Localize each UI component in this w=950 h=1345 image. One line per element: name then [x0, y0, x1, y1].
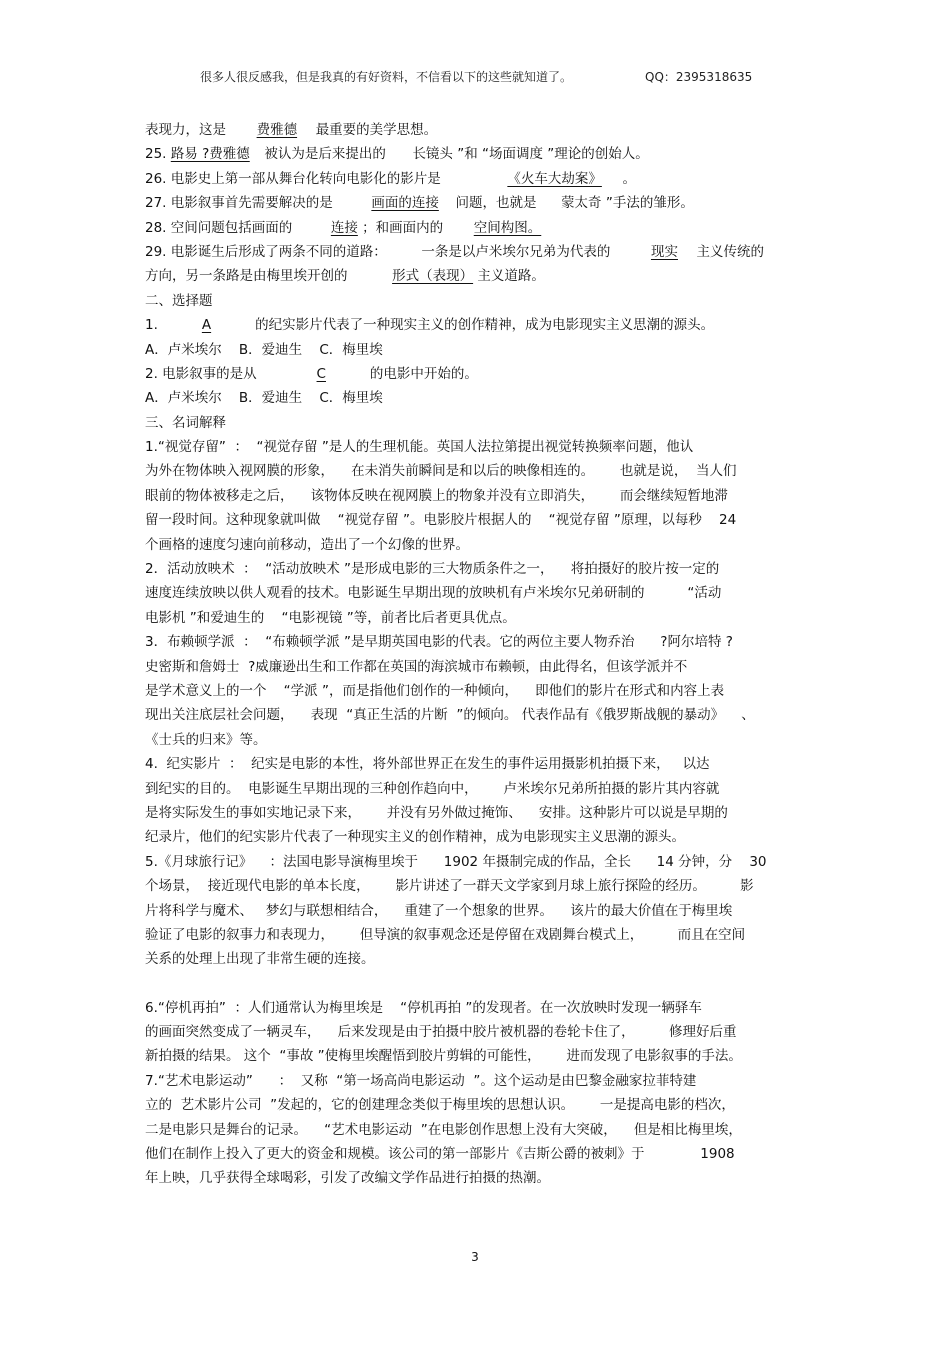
- term-7: [145, 1069, 815, 1191]
- header-note: 很多人很反感我，但是我真的有好资料，不信看以下的这些就知道了。: [200, 70, 573, 84]
- text: ；和画面内的: [362, 219, 444, 236]
- term-line: 二是电影只是舞台的记录。 “艺术电影运动 ”在电影创作思想上没有大突破， 但是相比梅里埃，: [145, 1121, 742, 1138]
- term-line: 的画面突然变成了一辆灵车， 后来发现是由于拍摄中胶片被机器的卷轮卡住了， 修理好后重: [145, 1024, 737, 1041]
- text: 长镜头 ”和 “场面调度 ”理论的创始人。: [412, 146, 649, 163]
- answer-blank: 连接: [330, 219, 358, 236]
- text: 主义道路。: [477, 268, 545, 285]
- text: 被认为是后来提出的: [264, 146, 386, 163]
- text: 27. 电影叙事首先需要解决的是: [145, 195, 333, 212]
- text: 的电影中开始的。: [369, 365, 478, 382]
- term-line: 史密斯和詹姆士 ?威廉逊出生和工作都在英国的海滨城市布赖顿，由此得名，但该学派并不: [145, 658, 688, 675]
- answer-blank: 画面的连接: [371, 195, 439, 212]
- question-29: [145, 240, 815, 264]
- document-body: [145, 118, 815, 1191]
- choice-question-1: [145, 313, 815, 337]
- term-line: 《士兵的归来》等。: [145, 731, 267, 748]
- term-line: 到纪实的目的。 电影诞生早期出现的三种创作趋向中， 卢米埃尔兄弟所拍摄的影片其内容就: [145, 780, 720, 797]
- term-2: [145, 557, 815, 630]
- term-line: 验证了电影的叙事力和表现力， 但导演的叙事观念还是停留在戏剧舞台模式上， 而且在空间: [145, 926, 746, 943]
- text: 方向，另一条路是由梅里埃开创的: [145, 268, 348, 285]
- term-line: 现出关注底层社会问题， 表现 “真正生活的片断 ”的倾向。 代表作品有《俄罗斯战舰的暴动》 、: [145, 707, 755, 724]
- term-line: 留一段时间。这种现象就叫做 “视觉存留 ”。电影胶片根据人的 “视觉存留 ”原理，以每秒 24: [145, 512, 737, 529]
- text: 问题，也就是: [455, 195, 537, 212]
- term-line: 个画格的速度匀速向前移动，造出了一个幻像的世界。: [145, 536, 469, 553]
- page-header: [200, 68, 800, 85]
- term-line: 眼前的物体被移走之后， 该物体反映在视网膜上的物象并没有立即消失， 而会继续短暂地滞: [145, 487, 728, 504]
- question-26: [145, 167, 815, 191]
- question-25: [145, 142, 815, 166]
- term-line: 他们在制作上投入了更大的资金和规模。该公司的第一部影片《吉斯公爵的被刺》于 1908: [145, 1146, 735, 1163]
- answer-blank: 形式（表现）: [392, 268, 474, 285]
- header-qq: QQ：2395318635: [645, 70, 753, 84]
- term-line: 年上映，几乎获得全球喝彩，引发了改编文学作品进行拍摄的热潮。: [145, 1170, 550, 1187]
- text: 最重要的美学思想。: [315, 122, 438, 138]
- term-4: [145, 752, 815, 850]
- term-line: 是学术意义上的一个 “学派 ”，而是指他们创作的一种倾向， 即他们的影片在形式和内容上表: [145, 682, 725, 699]
- term-line: 2．活动放映术 ： “活动放映术 ”是形成电影的三大物质条件之一， 将拍摄好的胶片按一定的: [145, 561, 720, 578]
- fill-line-0: [145, 118, 815, 142]
- term-line: 4. 纪实影片 ： 纪实是电影的本性，将外部世界正在发生的事件运用摄影机拍摄下来， 以达: [145, 756, 710, 773]
- answer-blank: 路易 ?费雅德: [170, 146, 250, 163]
- page-number: 3: [471, 1250, 479, 1264]
- term-line: 是将实际发生的事如实地记录下来， 并没有另外做过掩饰、 安排。这种影片可以说是早期的: [145, 804, 728, 821]
- answer-blank: 《火车大劫案》: [507, 170, 602, 187]
- term-line: 关系的处理上出现了非常生硬的连接。: [145, 951, 375, 968]
- term-line: 立的 艺术影片公司 ”发起的，它的创建理念类似于梅里埃的思想认识。 一是提高电影的档次，: [145, 1097, 735, 1114]
- term-line: 纪录片，他们的纪实影片代表了一种现实主义的创作精神，成为电影现实主义思潮的源头。: [145, 829, 685, 846]
- text: 26. 电影史上第一部从舞台化转向电影化的影片是: [145, 170, 441, 187]
- term-6: [145, 996, 815, 1069]
- term-3: [145, 630, 815, 752]
- choice-options-2: A．卢米埃尔 B．爱迪生 C．梅里埃: [145, 390, 383, 407]
- text: 的纪实影片代表了一种现实主义的创作精神，成为电影现实主义思潮的源头。: [255, 317, 715, 334]
- answer-blank: 空间构图。: [473, 219, 542, 236]
- text: 。: [622, 170, 636, 187]
- section-title-terms: 三、名词解释: [145, 414, 226, 431]
- term-line: 6.“停机再拍” ：人们通常认为梅里埃是 “停机再拍 ”的发现者。在一次放映时发现一辆驿车: [145, 999, 702, 1016]
- answer-blank: 现实: [650, 243, 678, 260]
- answer-blank: C: [316, 365, 326, 382]
- text: 2. 电影叙事的是从: [145, 365, 257, 382]
- choice-question-2: [145, 362, 815, 386]
- question-27: [145, 191, 815, 215]
- text: 表现力，这是: [145, 122, 226, 138]
- term-line: 电影机 ”和爱迪生的 “电影视镜 ”等，前者比后者更具优点。: [145, 609, 516, 626]
- text: 一条是以卢米埃尔兄弟为代表的: [421, 243, 611, 260]
- term-1: [145, 435, 815, 557]
- term-5: [145, 850, 815, 972]
- choice-options-1: A．卢米埃尔 B．爱迪生 C．梅里埃: [145, 341, 383, 358]
- term-line: 个场景， 接近现代电影的单本长度， 影片讲述了一群天文学家到月球上旅行探险的经历。 影: [145, 878, 754, 895]
- term-line: 1.“视觉存留” ： “视觉存留 ”是人的生理机能。英国人法拉第提出视觉转换频率问题，他认: [145, 439, 694, 456]
- term-line: 为外在物体映入视网膜的形象， 在未消失前瞬间是和以后的映像相连的。 也就是说， 当人们: [145, 463, 737, 480]
- question-28: [145, 216, 815, 240]
- term-line: 片将科学与魔术、 梦幻与联想相结合， 重建了一个想象的世界。 该片的最大价值在于梅里埃: [145, 902, 733, 919]
- text: 蒙太奇 ”手法的雏形。: [561, 195, 694, 212]
- answer-blank: A: [201, 317, 212, 334]
- answer-blank: 费雅德: [256, 122, 298, 138]
- term-line: 7.“艺术电影运动” ： 又称 “第一场高尚电影运动 ”。这个运动是由巴黎金融家拉菲特建: [145, 1072, 697, 1089]
- text: 主义传统的: [696, 243, 765, 260]
- question-29-cont: [145, 264, 815, 288]
- text: 28. 空间问题包括画面的: [145, 219, 293, 236]
- term-line: 5.《月球旅行记》 ：法国电影导演梅里埃于 1902 年摄制完成的作品，全长 14 分钟，分 30: [145, 853, 767, 870]
- term-line: 3．布赖顿学派 ： “布赖顿学派 ”是早期英国电影的代表。它的两位主要人物乔治 ?阿尔培特 ?: [145, 634, 733, 651]
- term-line: 速度连续放映以供人观看的技术。电影诞生早期出现的放映机有卢米埃尔兄弟研制的 “活动: [145, 585, 722, 602]
- question-number: 25.: [145, 146, 167, 163]
- paragraph-gap: [145, 972, 815, 996]
- question-number: 1.: [145, 317, 158, 334]
- term-line: 新拍摄的结果。 这个 “事故 ”使梅里埃醒悟到胶片剪辑的可能性， 进而发现了电影叙事的手法。: [145, 1048, 742, 1065]
- text: 29. 电影诞生后形成了两条不同的道路：: [145, 243, 387, 260]
- section-title-choice: 二、选择题: [145, 292, 213, 309]
